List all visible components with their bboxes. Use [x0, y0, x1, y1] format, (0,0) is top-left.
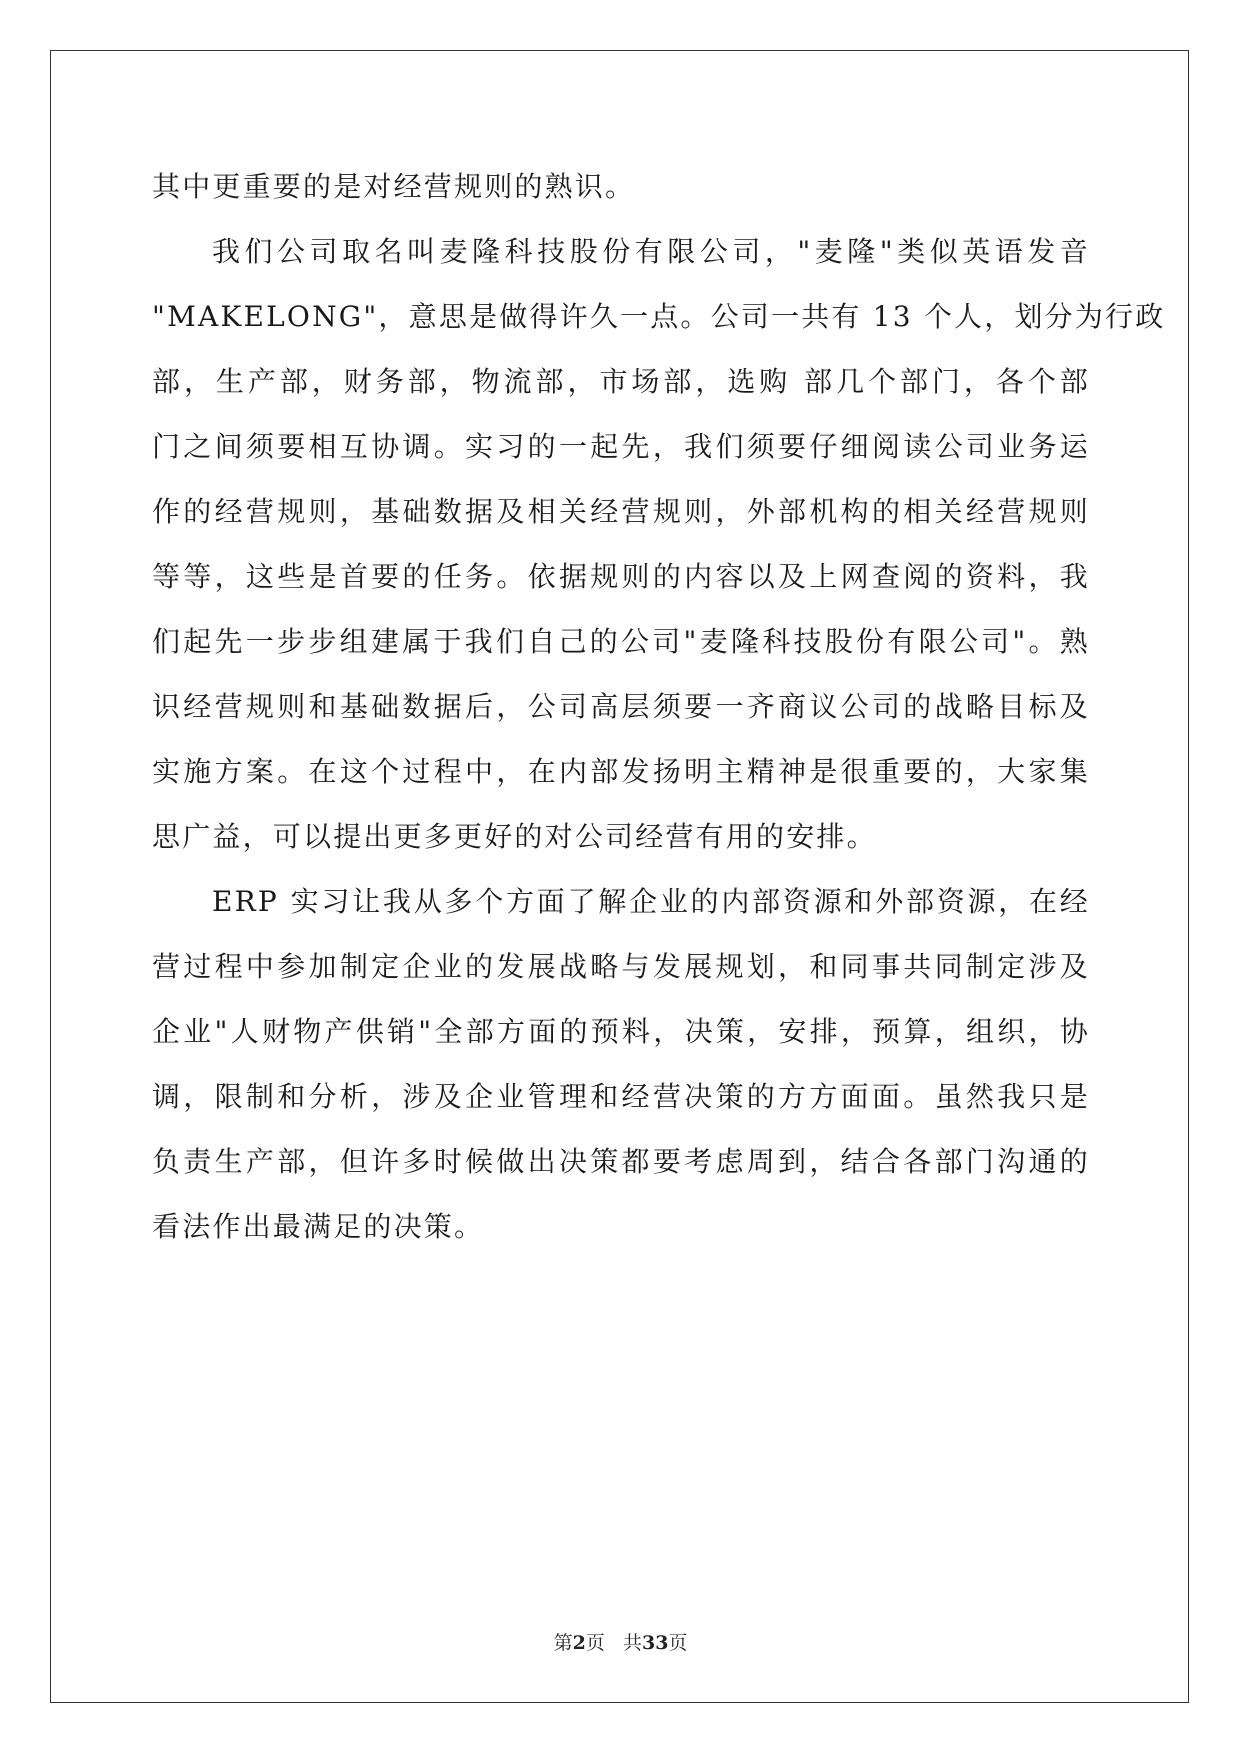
text-line: 部，生产部，财务部，物流部，市场部，选购 部几个部门，各个部 — [152, 365, 1090, 398]
text-line: 实施方案。在这个过程中，在内部发扬明主精神是很重要的，大家集 — [152, 755, 1090, 788]
total-suffix: 页 — [668, 1632, 688, 1654]
text-line: "MAKELONG"，意思是做得许久一点。公司一共有 13 个人，划分为行政 — [152, 300, 1166, 333]
text-line: 调，限制和分析，涉及企业管理和经营决策的方方面面。虽然我只是 — [152, 1080, 1090, 1113]
text-line: 我们公司取名叫麦隆科技股份有限公司，"麦隆"类似英语发音 — [212, 235, 1090, 268]
text-line: 识经营规则和基础数据后，公司高层须要一齐商议公司的战略目标及 — [152, 690, 1090, 723]
page-suffix: 页 — [585, 1632, 605, 1654]
text-line: 们起先一步步组建属于我们自己的公司"麦隆科技股份有限公司"。熟 — [152, 625, 1090, 658]
page-prefix: 第 — [553, 1632, 573, 1654]
text-line: 企业"人财物产供销"全部方面的预料，决策，安排，预算，组织，协 — [152, 1015, 1090, 1048]
total-prefix: 共 — [622, 1632, 642, 1654]
text-line: 门之间须要相互协调。实习的一起先，我们须要仔细阅读公司业务运 — [152, 430, 1090, 463]
document-body — [152, 154, 1166, 1259]
text-line: 其中更重要的是对经营规则的熟识。 — [152, 170, 636, 203]
total-pages: 33 — [641, 1632, 669, 1654]
text-line: 负责生产部，但许多时候做出决策都要考虑周到，结合各部门沟通的 — [152, 1145, 1090, 1178]
text-line: 等等，这些是首要的任务。依据规则的内容以及上网查阅的资料，我 — [152, 560, 1090, 593]
text-line: 看法作出最满足的决策。 — [152, 1210, 485, 1243]
text-line: 营过程中参加制定企业的发展战略与发展规划，和同事共同制定涉及 — [152, 950, 1090, 983]
page-number: 2 — [572, 1632, 586, 1654]
text-line: 作的经营规则，基础数据及相关经营规则，外部机构的相关经营规则 — [152, 495, 1090, 528]
text-line: 思广益，可以提出更多更好的对公司经营有用的安排。 — [152, 820, 877, 853]
text-line: ERP 实习让我从多个方面了解企业的内部资源和外部资源，在经 — [212, 885, 1090, 918]
page-footer — [0, 1628, 1241, 1655]
